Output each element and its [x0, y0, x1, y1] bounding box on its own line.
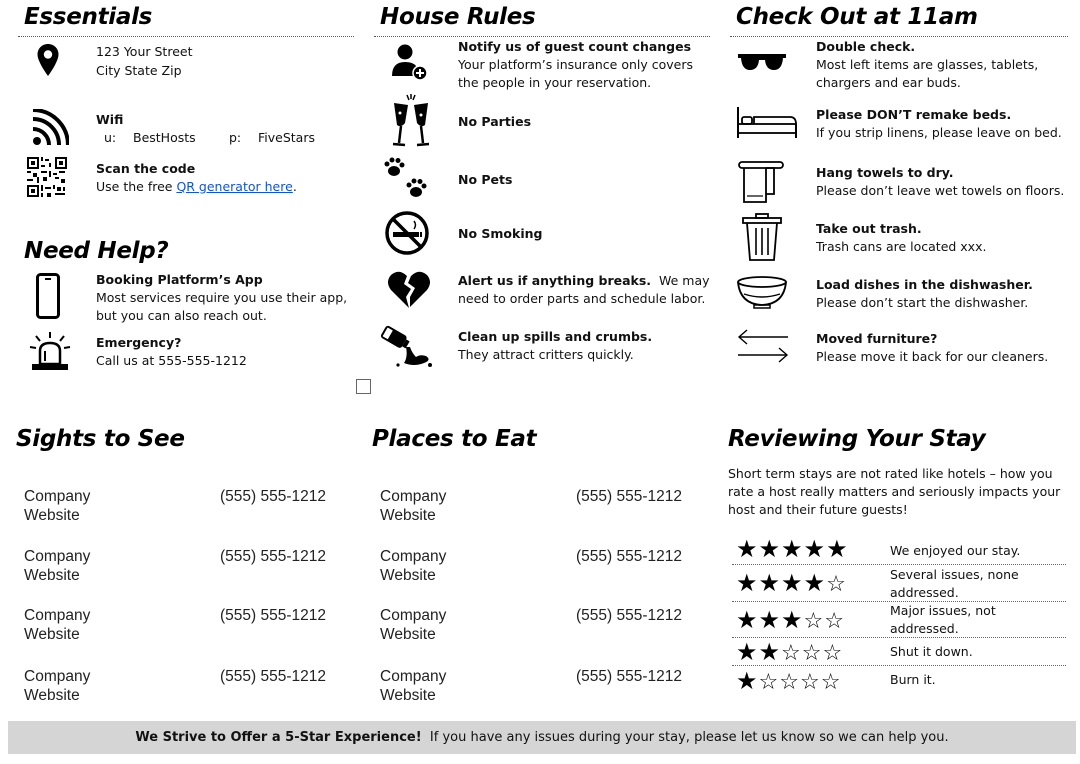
footer-bold: We Strive to Offer a 5-Star Experience! — [135, 730, 422, 745]
rating-2-stars — [736, 640, 843, 666]
eat-row-4-website[interactable]: Website — [380, 687, 436, 704]
filled-star-icon: ★ — [736, 569, 759, 597]
checkout-beds-title: Please DON’T remake beds. — [816, 107, 1012, 122]
sights-row-1-website[interactable]: Website — [24, 507, 80, 524]
champagne-glasses-icon — [390, 92, 432, 152]
empty-star-icon: ☆ — [820, 670, 842, 695]
empty-star-icon: ☆ — [824, 609, 846, 634]
eat-row-2-phone: (555) 555-1212 — [576, 548, 682, 565]
checkout-towels-title: Hang towels to dry. — [816, 165, 954, 180]
checkout-double-check-title: Double check. — [816, 39, 916, 54]
phone-icon — [35, 272, 61, 320]
qr-title: Scan the code — [96, 161, 196, 176]
wifi-title: Wifi — [96, 112, 124, 127]
rating-5-text: We enjoyed our stay. — [890, 543, 1021, 558]
wifi-icon — [30, 108, 70, 148]
footer-text: If you have any issues during your stay, please let us know so we can help you. — [421, 730, 949, 745]
qr-code-icon — [26, 156, 68, 198]
checkout-beds-line-1: If you strip linens, please leave on bed. — [816, 125, 1062, 140]
empty-star-icon: ☆ — [799, 670, 821, 695]
wifi-username: BestHosts — [133, 130, 196, 145]
filled-star-icon: ★ — [803, 569, 827, 597]
sights-row-1-company: Company — [24, 488, 91, 505]
sights-row-2-phone: (555) 555-1212 — [220, 548, 326, 565]
rule-breaks-line-2: need to order parts and schedule labor. — [458, 291, 706, 306]
eat-row-4-phone: (555) 555-1212 — [576, 668, 682, 685]
eat-row-2-company: Company — [380, 548, 447, 565]
review-intro-line-2: rate a host really matters and seriously impacts your — [728, 484, 1061, 499]
towel-icon — [738, 160, 784, 204]
sights-row-3-company: Company — [24, 607, 91, 624]
empty-star-icon: ☆ — [758, 670, 780, 695]
app-line-2: but you can also reach out. — [96, 308, 267, 323]
sights-row-2-company: Company — [24, 548, 91, 565]
rule-spills-line-1: They attract critters quickly. — [458, 347, 634, 362]
rating-1-stars — [736, 669, 841, 695]
rule-breaks-title: Alert us if anything breaks. We may — [458, 273, 710, 288]
filled-star-icon: ★ — [758, 569, 782, 597]
sights-row-4-phone: (555) 555-1212 — [220, 668, 326, 685]
checkout-trash-line-1: Trash cans are located xxx. — [816, 239, 987, 254]
emergency-text: Call us at 555-555-1212 — [96, 353, 247, 368]
empty-star-icon: ☆ — [801, 641, 823, 666]
checkout-heading: Check Out at 11am — [736, 4, 978, 30]
eat-row-1-website[interactable]: Website — [380, 507, 436, 524]
rating-4-text-1: Several issues, none — [890, 567, 1019, 582]
house-rules-divider — [374, 36, 710, 37]
checkout-furniture-line-1: Please move it back for our cleaners. — [816, 349, 1049, 364]
address-line-1: 123 Your Street — [96, 44, 193, 59]
filled-star-icon: ★ — [781, 535, 804, 563]
checkbox[interactable] — [356, 379, 371, 394]
eat-row-3-phone: (555) 555-1212 — [576, 607, 682, 624]
siren-icon — [28, 330, 72, 372]
qr-generator-link[interactable]: QR generator here — [176, 179, 293, 194]
rating-divider — [732, 564, 1066, 565]
checkout-double-check-line-2: chargers and ear buds. — [816, 75, 961, 90]
rule-spills-title: Clean up spills and crumbs. — [458, 329, 653, 344]
filled-star-icon: ★ — [736, 535, 759, 563]
eat-heading: Places to Eat — [372, 426, 537, 452]
empty-star-icon: ☆ — [803, 609, 825, 634]
eat-row-1-phone: (555) 555-1212 — [576, 488, 682, 505]
checkout-towels-line-1: Please don’t leave wet towels on floors. — [816, 183, 1065, 198]
rating-3-stars — [736, 608, 845, 634]
bed-icon — [736, 104, 798, 140]
paw-prints-icon — [380, 156, 430, 202]
filled-star-icon: ★ — [758, 535, 782, 563]
sunglasses-icon — [736, 48, 788, 76]
filled-star-icon: ★ — [803, 535, 827, 563]
filled-star-icon: ★ — [781, 569, 804, 597]
need-help-heading: Need Help? — [24, 238, 169, 264]
eat-row-2-website[interactable]: Website — [380, 567, 436, 584]
eat-row-1-company: Company — [380, 488, 447, 505]
eat-row-4-company: Company — [380, 668, 447, 685]
rule-guest-count-line-2: the people in your reservation. — [458, 75, 652, 90]
arrows-icon — [736, 326, 790, 366]
sights-row-1-phone: (555) 555-1212 — [220, 488, 326, 505]
filled-star-icon: ★ — [736, 667, 759, 695]
wifi-password: FiveStars — [258, 130, 315, 145]
review-intro-line-3: host and their future guests! — [728, 502, 908, 517]
sights-row-3-phone: (555) 555-1212 — [220, 607, 326, 624]
filled-star-icon: ★ — [758, 606, 782, 634]
rating-2-text: Shut it down. — [890, 644, 973, 659]
app-title: Booking Platform’s App — [96, 272, 263, 287]
rule-no-pets: No Pets — [458, 172, 513, 187]
sights-row-4-website[interactable]: Website — [24, 687, 80, 704]
bowl-icon — [736, 274, 788, 310]
rule-no-parties: No Parties — [458, 114, 532, 129]
filled-star-icon: ★ — [781, 606, 804, 634]
qr-text: Use the free QR generator here. — [96, 179, 297, 194]
eat-row-3-company: Company — [380, 607, 447, 624]
no-smoking-icon — [384, 210, 430, 256]
rating-5-stars — [736, 537, 849, 561]
map-pin-icon — [34, 42, 62, 78]
sights-heading: Sights to See — [16, 426, 185, 452]
emergency-title: Emergency? — [96, 335, 182, 350]
rating-divider — [732, 665, 1066, 666]
review-intro-line-1: Short term stays are not rated like hotels – how you — [728, 466, 1053, 481]
sights-row-2-website[interactable]: Website — [24, 567, 80, 584]
checkout-divider — [730, 36, 1068, 37]
spill-icon — [378, 322, 434, 370]
eat-row-3-website[interactable]: Website — [380, 626, 436, 643]
wifi-pass-label: p: — [229, 130, 242, 145]
empty-star-icon: ☆ — [826, 572, 847, 597]
sights-row-4-company: Company — [24, 668, 91, 685]
rating-1-text: Burn it. — [890, 672, 936, 687]
empty-star-icon: ☆ — [779, 670, 800, 695]
filled-star-icon: ★ — [758, 638, 782, 666]
wifi-user-label: u: — [104, 130, 117, 145]
checkout-furniture-title: Moved furniture? — [816, 331, 938, 346]
rule-no-smoking: No Smoking — [458, 226, 543, 241]
trash-can-icon — [740, 212, 784, 262]
rating-4-stars — [736, 571, 847, 597]
checkout-trash-title: Take out trash. — [816, 221, 922, 236]
checkout-dishes-line-1: Please don’t start the dishwasher. — [816, 295, 1029, 310]
rating-3-text-2: addressed. — [890, 621, 959, 636]
essentials-divider — [18, 36, 354, 37]
review-heading: Reviewing Your Stay — [728, 426, 986, 452]
rating-divider — [732, 637, 1066, 638]
checkout-dishes-title: Load dishes in the dishwasher. — [816, 277, 1033, 292]
address-line-2: City State Zip — [96, 63, 182, 78]
empty-star-icon: ☆ — [822, 641, 844, 666]
filled-star-icon: ★ — [736, 638, 759, 666]
rule-guest-count-line-1: Your platform’s insurance only covers — [458, 57, 693, 72]
essentials-heading: Essentials — [24, 4, 153, 30]
checkout-double-check-line-1: Most left items are glasses, tablets, — [816, 57, 1039, 72]
rating-4-text-2: addressed. — [890, 585, 959, 600]
sights-row-3-website[interactable]: Website — [24, 626, 80, 643]
footer-banner — [8, 721, 1076, 754]
broken-heart-icon — [386, 268, 432, 310]
rating-3-text-1: Major issues, not — [890, 603, 996, 618]
app-line-1: Most services require you use their app, — [96, 290, 348, 305]
house-rules-heading: House Rules — [380, 4, 536, 30]
filled-star-icon: ★ — [736, 606, 759, 634]
empty-star-icon: ☆ — [781, 641, 802, 666]
filled-star-icon: ★ — [826, 535, 849, 563]
add-person-icon — [388, 42, 430, 82]
rule-guest-count-title: Notify us of guest count changes — [458, 39, 692, 54]
